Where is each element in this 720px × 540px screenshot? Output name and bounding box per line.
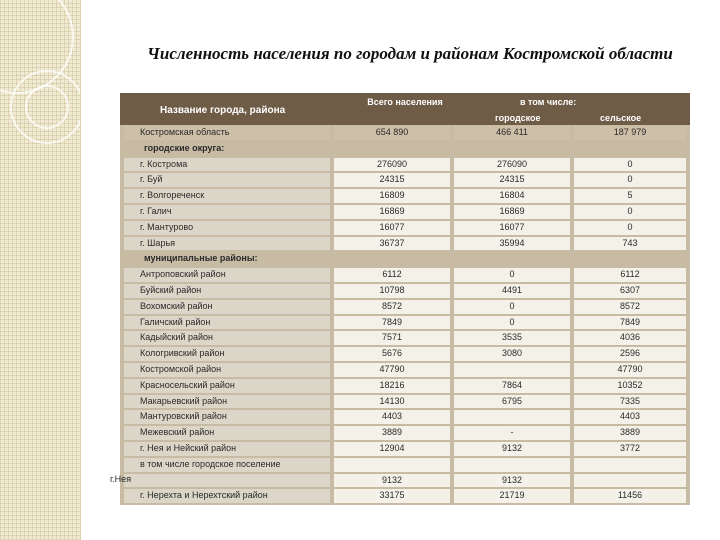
cell-name — [124, 474, 330, 488]
cell-name: г. Буй — [124, 173, 330, 187]
cell-urban — [454, 410, 570, 424]
header-including: в том числе: — [520, 97, 577, 107]
cell-rural: 7849 — [574, 316, 686, 330]
cell-urban: 16077 — [454, 221, 570, 235]
cell-name: в том числе городское поселение — [124, 458, 330, 472]
cell-total: 16809 — [334, 189, 450, 203]
cell-rural: 0 — [574, 221, 686, 235]
cell-name: г. Кострома — [124, 158, 330, 172]
cell-total: 276090 — [334, 158, 450, 172]
cell-name: г. Мантурово — [124, 221, 330, 235]
table-row — [120, 346, 690, 362]
table-row — [120, 394, 690, 410]
cell-name: Кадыйский район — [124, 331, 330, 345]
cell-total: 12904 — [334, 442, 450, 456]
header-rural: сельское — [600, 113, 642, 123]
cell-rural: 11456 — [574, 489, 686, 503]
table-row — [120, 299, 690, 315]
table-row — [120, 283, 690, 299]
cell-rural — [574, 458, 686, 472]
cell-urban: 9132 — [454, 474, 570, 488]
cell-name: Вохомский район — [124, 300, 330, 314]
cell-name: Межевский район — [124, 426, 330, 440]
table-row — [120, 172, 690, 188]
section-header-row — [120, 251, 690, 267]
cell-urban — [454, 142, 570, 156]
cell-urban: 0 — [454, 300, 570, 314]
cell-name: муниципальные районы: — [124, 252, 330, 266]
cell-rural — [574, 142, 686, 156]
cell-rural: 10352 — [574, 379, 686, 393]
table-row — [120, 315, 690, 331]
cell-name: г. Нея и Нейский район — [124, 442, 330, 456]
cell-total: 16077 — [334, 221, 450, 235]
table-row — [120, 125, 690, 141]
table-row — [120, 488, 690, 504]
table-row — [120, 220, 690, 236]
table-row — [120, 330, 690, 346]
cell-rural: 743 — [574, 237, 686, 251]
cell-name: Мантуровский район — [124, 410, 330, 424]
cell-name: Буйский район — [124, 284, 330, 298]
table-row — [120, 457, 690, 473]
decorative-circle — [25, 85, 69, 129]
cell-total: 36737 — [334, 237, 450, 251]
cell-urban: 16869 — [454, 205, 570, 219]
cell-total: 24315 — [334, 173, 450, 187]
cell-total: 8572 — [334, 300, 450, 314]
cell-urban: 6795 — [454, 395, 570, 409]
cell-rural: 187 979 — [574, 126, 686, 140]
cell-urban: 3080 — [454, 347, 570, 361]
cell-rural: 47790 — [574, 363, 686, 377]
cell-name: Красносельский район — [124, 379, 330, 393]
population-table — [120, 93, 690, 505]
table-row — [120, 204, 690, 220]
table-header — [120, 93, 690, 125]
cell-total: 3889 — [334, 426, 450, 440]
cell-urban: 21719 — [454, 489, 570, 503]
section-header-row — [120, 141, 690, 157]
cell-total: 16869 — [334, 205, 450, 219]
cell-rural — [574, 252, 686, 266]
cell-urban: 0 — [454, 268, 570, 282]
cell-rural: 5 — [574, 189, 686, 203]
table-row — [120, 267, 690, 283]
cell-rural: 3889 — [574, 426, 686, 440]
cell-total — [334, 458, 450, 472]
table-row — [120, 473, 690, 489]
header-urban: городское — [495, 113, 541, 123]
cell-urban — [454, 363, 570, 377]
cell-total — [334, 142, 450, 156]
cell-name: г. Шарья — [124, 237, 330, 251]
table-row — [120, 188, 690, 204]
cell-urban: 466 411 — [454, 126, 570, 140]
cell-name: Кологривский район — [124, 347, 330, 361]
cell-total: 10798 — [334, 284, 450, 298]
cell-rural: 0 — [574, 158, 686, 172]
cell-total: 9132 — [334, 474, 450, 488]
cell-total: 7571 — [334, 331, 450, 345]
cell-urban — [454, 458, 570, 472]
cell-rural: 6112 — [574, 268, 686, 282]
cell-urban: 3535 — [454, 331, 570, 345]
cell-total: 47790 — [334, 363, 450, 377]
table-row — [120, 362, 690, 378]
table-row — [120, 236, 690, 252]
cell-name: Галичский район — [124, 316, 330, 330]
cell-total: 5676 — [334, 347, 450, 361]
cell-name: Костромская область — [124, 126, 330, 140]
side-label: г.Нея — [110, 474, 132, 484]
cell-urban: 7864 — [454, 379, 570, 393]
header-name: Название города, района — [160, 105, 286, 116]
cell-rural: 0 — [574, 205, 686, 219]
cell-rural: 6307 — [574, 284, 686, 298]
cell-total: 7849 — [334, 316, 450, 330]
cell-urban: 35994 — [454, 237, 570, 251]
cell-urban: 4491 — [454, 284, 570, 298]
cell-rural: 0 — [574, 173, 686, 187]
cell-total — [334, 252, 450, 266]
cell-name: Макарьевский район — [124, 395, 330, 409]
cell-name: г. Галич — [124, 205, 330, 219]
cell-name: городские округа: — [124, 142, 330, 156]
cell-name: г. Нерехта и Нерехтский район — [124, 489, 330, 503]
table-row — [120, 157, 690, 173]
cell-rural: 2596 — [574, 347, 686, 361]
cell-urban: - — [454, 426, 570, 440]
cell-name: г. Волгореченск — [124, 189, 330, 203]
table-row — [120, 425, 690, 441]
cell-rural: 8572 — [574, 300, 686, 314]
cell-total: 654 890 — [334, 126, 450, 140]
header-total: Всего населения — [367, 97, 443, 107]
cell-rural: 7335 — [574, 395, 686, 409]
cell-total: 6112 — [334, 268, 450, 282]
cell-urban: 0 — [454, 316, 570, 330]
page-title: Численность населения по городам и районам Костромской области — [147, 44, 673, 63]
cell-total: 14130 — [334, 395, 450, 409]
cell-urban: 24315 — [454, 173, 570, 187]
table-row — [120, 378, 690, 394]
cell-rural — [574, 474, 686, 488]
cell-urban: 276090 — [454, 158, 570, 172]
table-row — [120, 409, 690, 425]
cell-rural: 4403 — [574, 410, 686, 424]
decorative-side-strip — [0, 0, 80, 540]
cell-rural: 3772 — [574, 442, 686, 456]
cell-name: Антроповский район — [124, 268, 330, 282]
strip-divider — [80, 0, 81, 540]
cell-urban: 16804 — [454, 189, 570, 203]
cell-total: 33175 — [334, 489, 450, 503]
cell-urban — [454, 252, 570, 266]
cell-urban: 9132 — [454, 442, 570, 456]
cell-total: 18216 — [334, 379, 450, 393]
table-row — [120, 441, 690, 457]
cell-name: Костромской район — [124, 363, 330, 377]
table-body — [120, 125, 690, 504]
cell-rural: 4036 — [574, 331, 686, 345]
cell-total: 4403 — [334, 410, 450, 424]
